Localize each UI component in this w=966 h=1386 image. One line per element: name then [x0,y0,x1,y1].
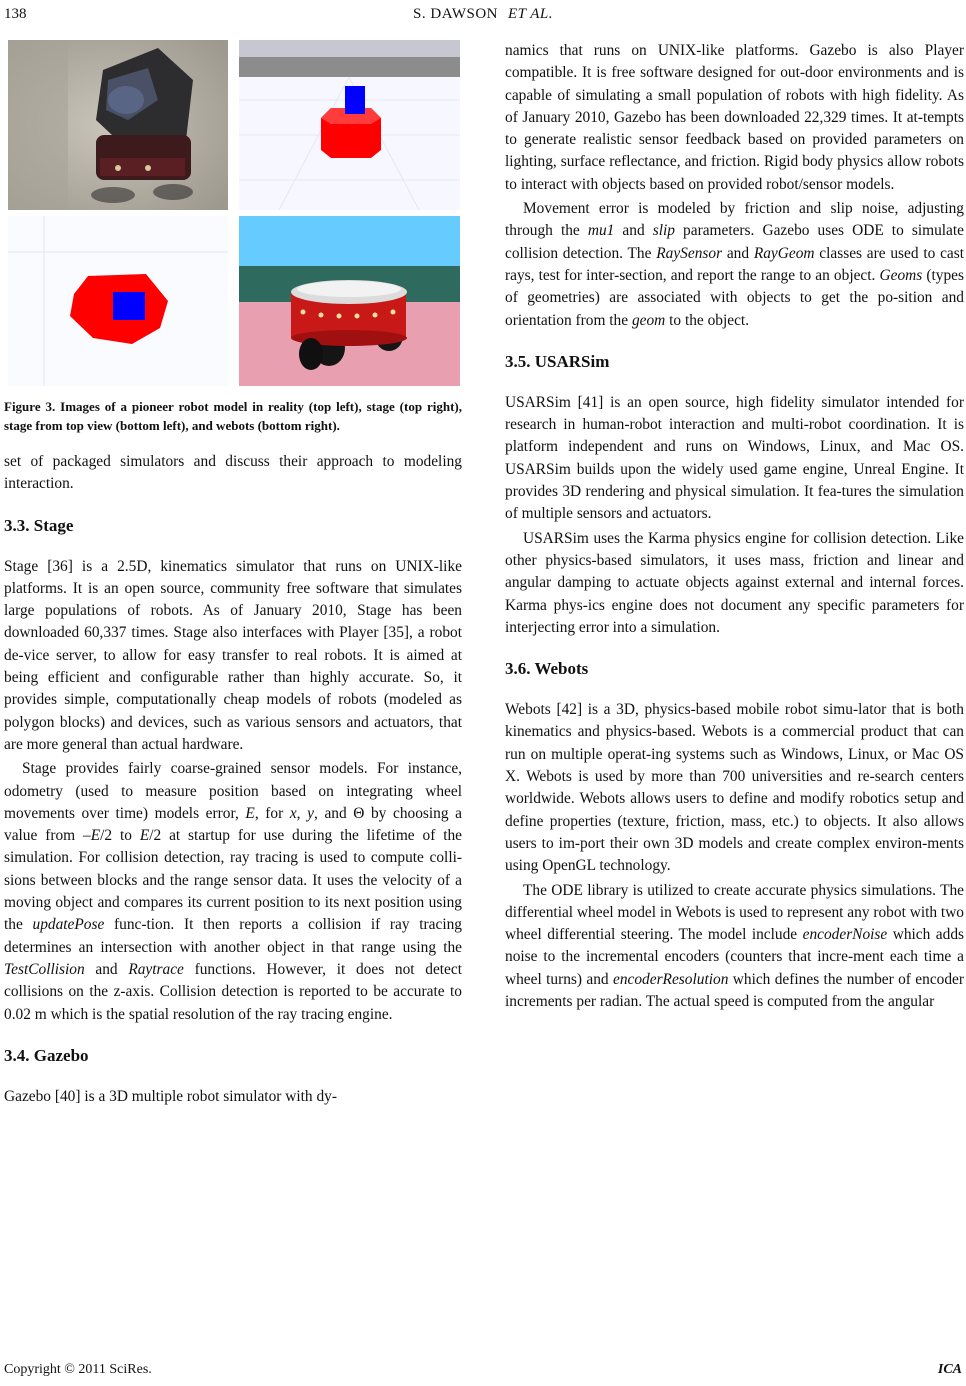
figure-3 [4,40,462,388]
running-head-authors: S. DAWSON [413,6,498,22]
gazebo-paragraph-1-cont: namics that runs on UNIX-like platforms. Gazebo is also Player compatible. It is free software designed for out-door environments and is capable of simulating a small population of robots with high fidelity. As of January 2010, Gazebo has been downloaded 22,329 times. It at-tempts to generate realistic sensor feedback based on provided parameters on lighting, surface reflectance, and friction. Rigid body physics allow robots to interact with objects based on provided robot/sensor models. [505,42,964,193]
figure-caption [4,398,462,435]
copyright: Copyright © 2011 SciRes. [4,1362,152,1377]
page-header [0,6,966,28]
figure-caption-text: Images of a pioneer robot model in reality (top left), stage (top right), stage from top view (bottom left), and webots (bottom right). [4,399,462,433]
real-robot-photo [8,40,228,210]
gazebo-paragraph-1-start: Gazebo [40] is a 3D multiple robot simulator with dy- [4,1087,337,1105]
webots-view [239,216,460,386]
usarsim-heading: 3.5. USARSim [505,351,610,371]
figure-caption-label: Figure 3. [4,399,56,414]
right-column [505,40,964,1013]
running-head-etal: ET AL. [508,6,553,22]
running-head [0,6,966,23]
usarsim-paragraph-1: USARSim [41] is an open source, high fidelity simulator intended for research in human-robot interaction and multi-robot coordination. It is platform independent and runs on Windows, Linux, and Mac OS. USARSim builds upon the widely used game engine, Unreal Engine. It provides 3D rendering and physical simulation. It fea-tures the simulation of multiple sensors and actuators. [505,393,964,523]
webots-paragraph-2: The ODE library is utilized to create accurate physics simulations. The differential wheel model in Webots is used to represent any robot with two wheel differential steering. The model include encoderNoise which adds noise to the incremental encoders (counters that incre-ment each time a wheel turns) and encoderResolution which defines the number of encoder increments per radian. The actual speed is computed from the angular [505,881,964,1010]
stage-paragraph-1: Stage [36] is a 2.5D, kinematics simulator that runs on UNIX-like platforms. It is an open source, community free software that simulates large populations of robots. As of January 2010, Stage has been downloaded 60,337 times. Stage also interfaces with Player [35], a robot de-vice server, to allow for easy transfer to real robots. It is aimed at being efficient and configurable rather than highly accurate. So, it provides simple, computationally cheap models of robots (modeled as polygon blocks) and devices, such as various sensors and actuators, that are more general than actual hardware. [4,557,462,753]
gazebo-paragraph-2: Movement error is modeled by friction and slip noise, adjusting through the mu1 and slip parameters. Gazebo uses ODE to simulate collision detection. The RaySensor and RayGeom classes are used to cast rays, test for inter-section, and report the range to an object. Geoms (types of geometries) are associated with objects to get the po-sition and orientation from the geom to the object. [505,200,964,329]
webots-heading: 3.6. Webots [505,659,589,679]
left-column [4,40,462,1108]
intro-paragraph: set of packaged simulators and discuss their approach to modeling interaction. [4,453,462,493]
stage-paragraph-2: Stage provides fairly coarse-grained sensor models. For instance, odometry (used to measure position based on integrating wheel movements over time) models error, E, for x, y, and Θ by choosing a value from –E/2 to E/2 at startup for use during the lifetime of the simulation. For collision detection, ray tracing is used to compute colli-sions between blocks and the range sensor data. It uses the velocity of a moving object and compares its current position to its next position using the updatePose func-tion. It then reports a collision if ray tracing determines an intersection with another object in that range using the TestCollision and Raytrace functions. However, it does not detect collisions on the z-axis. Collision detection is reported to be accurate to 0.02 m which is the spatial resolution of the ray tracing engine. [4,760,463,1023]
stage-heading: 3.3. Stage [4,515,74,535]
usarsim-paragraph-2: USARSim uses the Karma physics engine for collision detection. Like other physics-based simulators, it uses mass, friction and linear and angular damping to actuate objects against external and internal forces. Karma phys-ics engine does not document any specific parameters for interjecting error into a simulation. [505,529,964,636]
stage-3d-view [239,40,460,210]
webots-paragraph-1: Webots [42] is a 3D, physics-based mobile robot simu-lator that is both kinematics and physics-based. Webots is a commercial product that can run on multiple operat-ing systems such as Windows, Linux, or Mac OS X. Webots is used by more than 700 universities and re-search centers worldwide. Webots allows users to define and modify robotics setup and define properties (texture, friction, mass, etc.) to objects. It also allows users to im-port their own 3D models and create complex environ-ments using OpenGL technology. [505,701,964,875]
page-number: 138 [4,6,27,22]
gazebo-heading: 3.4. Gazebo [4,1045,89,1065]
journal-abbrev: ICA [937,1362,962,1377]
stage-top-view [8,216,228,386]
